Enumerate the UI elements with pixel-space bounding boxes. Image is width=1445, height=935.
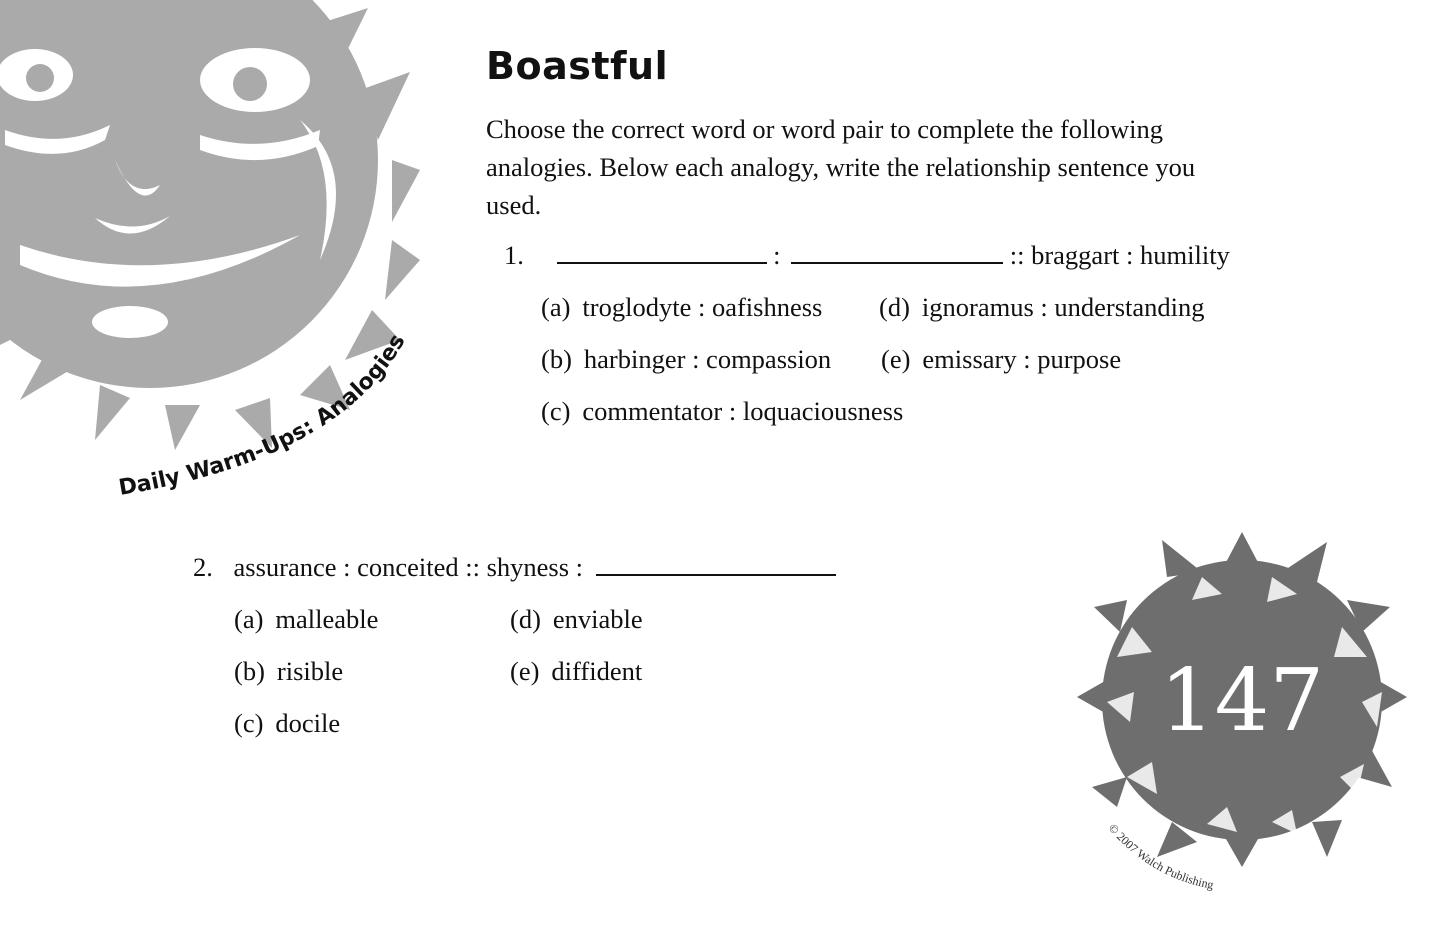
answer-blank[interactable]: [557, 240, 767, 264]
q2-option-b[interactable]: (b) risible: [234, 656, 344, 686]
page-title: Boastful: [486, 44, 669, 88]
series-title: Daily Warm-Ups: Analogies: [116, 330, 411, 501]
q2-option-e[interactable]: (e) diffident: [510, 656, 643, 686]
question-2-stem: [193, 552, 836, 583]
q2-option-c[interactable]: (c) docile: [234, 708, 341, 738]
question-1-stem: [504, 240, 1230, 271]
q1-option-b[interactable]: (b) harbinger : compassion: [541, 344, 832, 374]
answer-blank[interactable]: [791, 240, 1003, 264]
question-1-stem-end: :: braggart : humility: [1009, 240, 1230, 270]
copyright-arc: [1100, 810, 1260, 910]
q1-option-d[interactable]: (d) ignoramus : understanding: [879, 292, 1205, 322]
q2-option-a[interactable]: (a) malleable: [234, 604, 379, 634]
question-1-number: 1.: [504, 240, 524, 270]
question-2-stem-text: assurance : conceited :: shyness :: [233, 552, 584, 582]
q1-option-c[interactable]: (c) commentator : loquaciousness: [541, 396, 904, 426]
series-title-arc: [0, 0, 460, 520]
q1-option-a[interactable]: (a) troglodyte : oafishness: [541, 292, 823, 322]
answer-blank[interactable]: [596, 552, 836, 576]
question-2-number: 2.: [193, 552, 213, 582]
q2-option-d[interactable]: (d) enviable: [510, 604, 643, 634]
pair-colon: :: [773, 240, 781, 270]
q1-option-e[interactable]: (e) emissary : purpose: [881, 344, 1122, 374]
instructions-text: Choose the correct word or word pair to complete the following analogies. Below each analogy, write the relationship sentence you used.: [486, 114, 1196, 220]
page-number: 147: [1159, 651, 1325, 751]
copyright-text: © 2007 Walch Publishing: [1105, 820, 1215, 892]
